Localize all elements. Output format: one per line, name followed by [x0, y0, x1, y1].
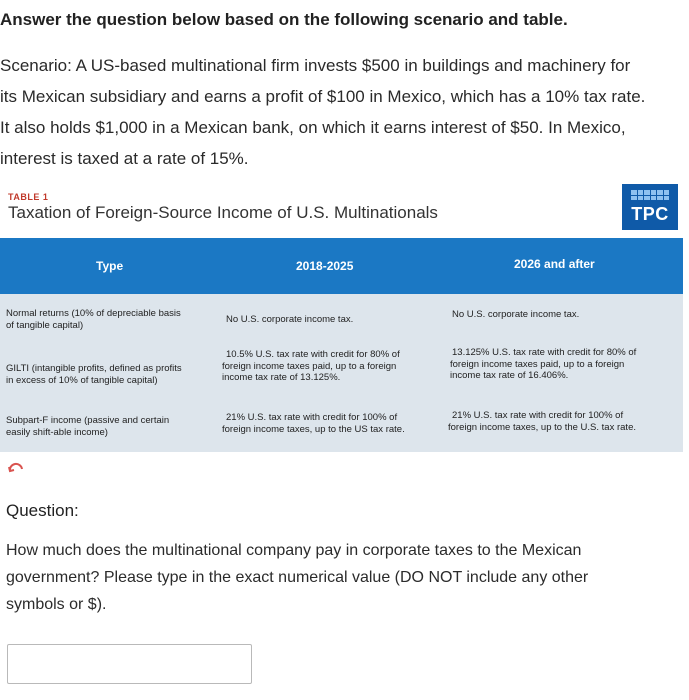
row-subpartf-2026: 21% U.S. tax rate with credit for 100% of foreign income taxes, up to the U.S. tax rate.	[448, 410, 636, 433]
scenario-label: Scenario:	[0, 56, 72, 75]
table-title: Taxation of Foreign-Source Income of U.S. Multinationals	[8, 203, 438, 222]
row-normal-type: Normal returns (10% of depreciable basis of tangible capital)	[6, 308, 181, 331]
refresh-icon[interactable]	[7, 460, 25, 474]
row-normal-2026: No U.S. corporate income tax.	[452, 309, 580, 320]
scenario-line: interest is taxed at a rate of 15%.	[0, 149, 249, 168]
question-text: How much does the multinational company pay in corporate taxes to the Mexican government? Please type in the exact numerical value (DO NOT include any other symbols or $).	[6, 542, 589, 613]
row-subpartf-type: Subpart-F income (passive and certain easily shift-able income)	[6, 415, 170, 438]
scenario-text	[0, 50, 685, 174]
logo-grid-icon	[631, 190, 669, 200]
answer-input[interactable]	[7, 644, 252, 684]
tpc-logo	[622, 184, 678, 230]
row-normal-2018: No U.S. corporate income tax.	[226, 314, 354, 325]
row-gilti-2018: 10.5% U.S. tax rate with credit for 80% of foreign income taxes paid, up to a foreign income tax rate of 13.125%.	[222, 349, 400, 383]
table-tag: TABLE 1	[8, 192, 49, 202]
tax-table	[0, 238, 683, 452]
header-2018-2025: 2018-2025	[296, 259, 354, 273]
scenario-line: It also holds $1,000 in a Mexican bank, on which it earns interest of $50. In Mexico,	[0, 118, 626, 137]
row-gilti-type: GILTI (intangible profits, defined as profits in excess of 10% of tangible capital)	[6, 363, 182, 386]
header-2026-after: 2026 and after	[514, 257, 595, 271]
row-gilti-2026: 13.125% U.S. tax rate with credit for 80% of foreign income taxes paid, up to a foreign income tax rate of 16.406%.	[450, 347, 637, 381]
table-header	[0, 238, 683, 294]
logo-text: TPC	[631, 204, 669, 224]
row-subpartf-2018: 21% U.S. tax rate with credit for 100% of foreign income taxes, up to the US tax rate.	[222, 412, 405, 435]
question-label: Question:	[6, 501, 79, 520]
scenario-line: Scenario: A US-based multinational firm invests $500 in buildings and machinery for	[0, 56, 631, 75]
instructions: Answer the question below based on the following scenario and table.	[0, 10, 568, 29]
scenario-line: its Mexican subsidiary and earns a profit of $100 in Mexico, which has a 10% tax rate.	[0, 87, 646, 106]
header-type: Type	[96, 259, 124, 273]
